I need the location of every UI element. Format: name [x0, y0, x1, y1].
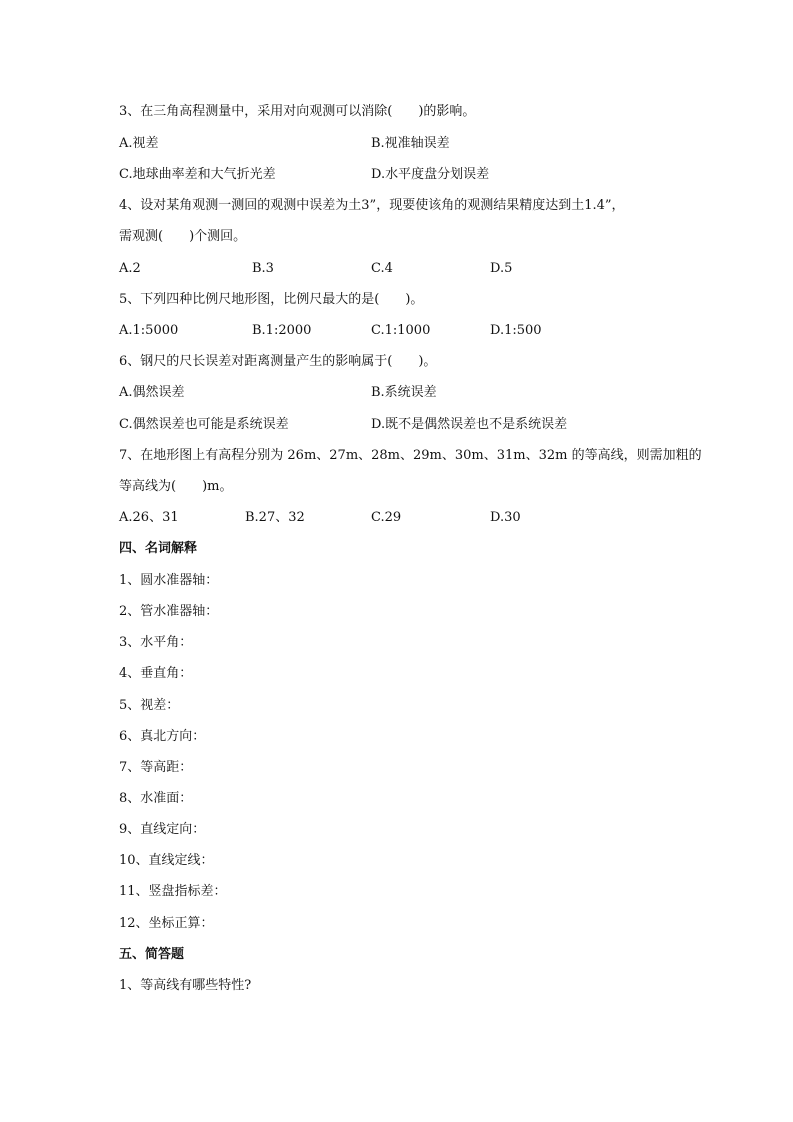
q4-option-b: B.3: [252, 261, 274, 276]
term-item: 9、直线定向：: [119, 822, 206, 837]
q4-stem-line1: 4、设对某角观测一测回的观测中误差为土3”，现要使该角的观测结果精度达到土1.4”，: [119, 198, 625, 213]
q5-option-c: C.1:1000: [371, 323, 431, 338]
q6-stem: 6、钢尺的尺长误差对距离测量产生的影响属于( )。: [119, 354, 437, 369]
q3-option-c: C.地球曲率差和大气折光差: [119, 167, 276, 182]
term-item: 12、坐标正算：: [119, 916, 214, 931]
q7-option-d: D.30: [490, 510, 521, 525]
q7-stem-line1: 7、在地形图上有高程分别为 26m、27m、28m、29m、30m、31m、32m 的等高线，则需加粗的: [119, 448, 702, 463]
q5-option-d: D.1:500: [490, 323, 542, 338]
q6-option-c: C.偶然误差也可能是系统误差: [119, 417, 289, 432]
term-item: 6、真北方向：: [119, 729, 206, 744]
q4-option-d: D.5: [490, 261, 513, 276]
section4-title: 四、名词解释: [119, 541, 198, 556]
q7-option-a: A.26、31: [119, 510, 179, 525]
term-item: 4、垂直角：: [119, 666, 193, 681]
q3-option-b: B.视准轴误差: [371, 136, 450, 151]
q5-option-a: A.1:5000: [119, 323, 179, 338]
term-item: 1、圆水准器轴：: [119, 573, 219, 588]
q3-option-d: D.水平度盘分划误差: [371, 167, 490, 182]
q6-option-b: B.系统误差: [371, 385, 437, 400]
q3-stem: 3、在三角高程测量中，采用对向观测可以消除( )的影响。: [119, 104, 476, 119]
term-item: 2、管水准器轴：: [119, 604, 219, 619]
term-item: 3、水平角：: [119, 635, 193, 650]
short-answer-item: 1、等高线有哪些特性?: [119, 978, 252, 993]
q4-stem-line2: 需观测( )个测回。: [119, 229, 247, 244]
q7-option-c: C.29: [371, 510, 402, 525]
section5-title: 五、简答题: [119, 947, 185, 962]
term-item: 10、直线定线：: [119, 853, 214, 868]
term-item: 8、水准面：: [119, 791, 193, 806]
q5-option-b: B.1:2000: [252, 323, 312, 338]
term-item: 11、竖盘指标差：: [119, 884, 227, 899]
q4-option-a: A.2: [119, 261, 141, 276]
q7-stem-line2: 等高线为( )m。: [119, 479, 233, 494]
q3-option-a: A.视差: [119, 136, 159, 151]
q5-stem: 5、下列四种比例尺地形图，比例尺最大的是( )。: [119, 292, 424, 307]
q6-option-a: A.偶然误差: [119, 385, 185, 400]
q6-option-d: D.既不是偶然误差也不是系统误差: [371, 417, 568, 432]
q7-option-b: B.27、32: [245, 510, 305, 525]
q4-option-c: C.4: [371, 261, 393, 276]
term-item: 7、等高距：: [119, 760, 193, 775]
term-item: 5、视差：: [119, 698, 180, 713]
